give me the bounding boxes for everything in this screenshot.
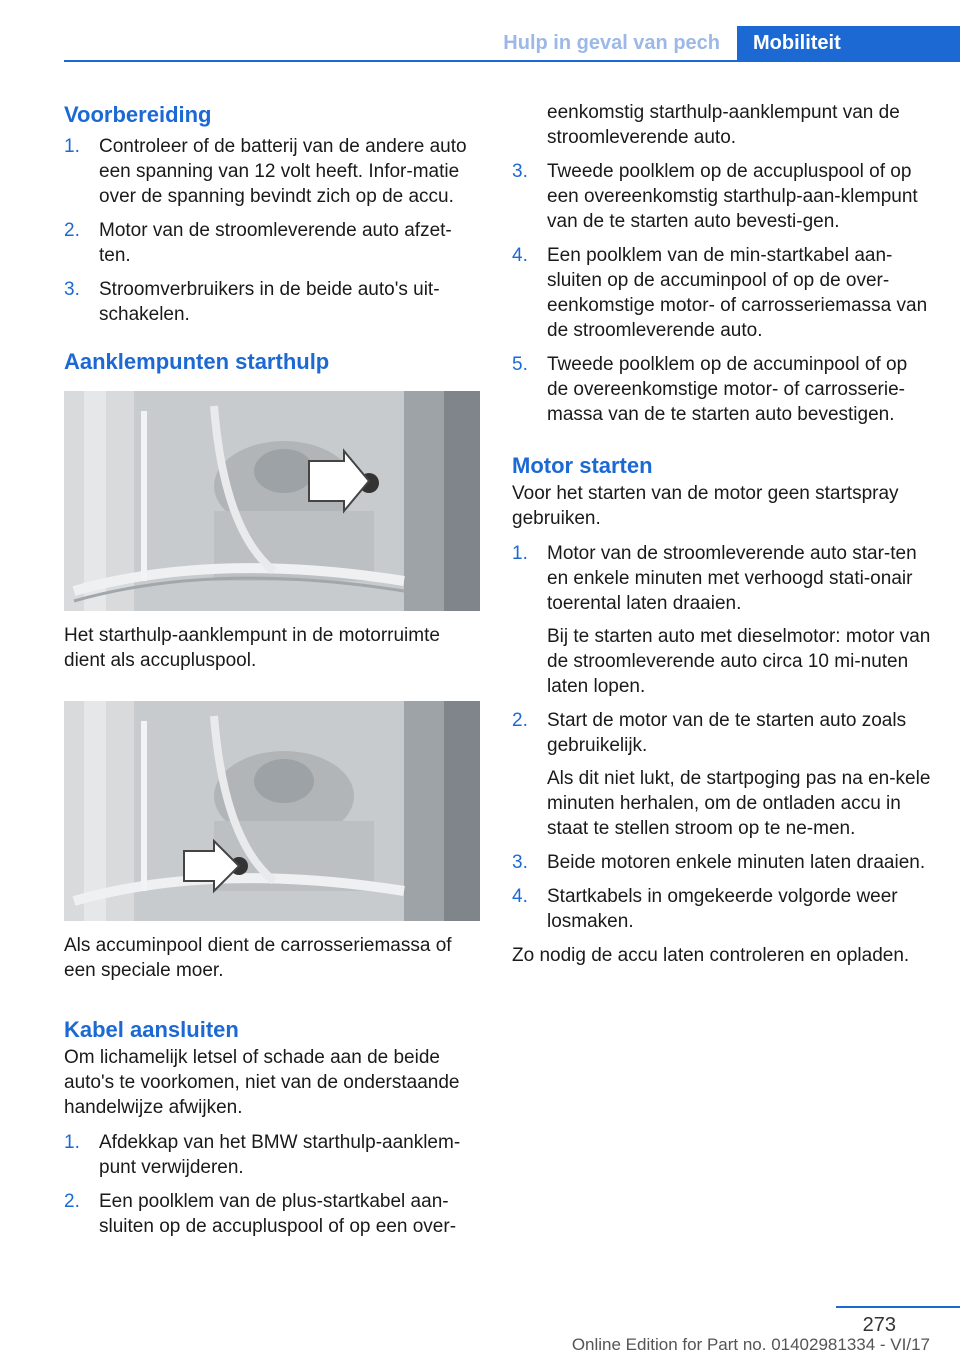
kabel-steps <box>64 1130 482 1239</box>
heading-aanklempunten: Aanklempunten starthulp <box>64 349 330 374</box>
list-item: 4. Startkabels in omgekeerde volgorde weer losmaken. <box>512 886 898 932</box>
list-item: 2. Motor van de stroomleverende auto afzet‐ten. <box>64 220 452 266</box>
list-item: 5. Tweede poolklem op de accuminpool of op de overeenkomstige motor- of carrosserie‐massa van de te starten auto bevestigen. <box>512 354 908 425</box>
footer-edition: Online Edition for Part no. 01402981334 - VI/17 <box>571 1335 930 1354</box>
list-item: 1. Afdekkap van het BMW starthulp-aanklem‐punt verwijderen. <box>64 1132 461 1178</box>
motor-steps <box>512 541 932 934</box>
heading-motor-starten: Motor starten <box>512 453 653 478</box>
figure-caption-1: Het starthulp-aanklempunt in de motorruimte dient als accupluspool. <box>64 625 440 671</box>
footer-rule <box>836 1306 960 1308</box>
heading-kabel-aansluiten: Kabel aansluiten <box>64 1017 239 1042</box>
list-item: 2. Start de motor van de te starten auto zoals gebruikelijk. Als dit niet lukt, de startpoging pas na en‐kele minuten herhalen, om de ontladen accu in staat te stellen stroom op te ne‐men. <box>512 710 931 839</box>
list-item: 3. Tweede poolklem op de accupluspool of op een overeenkomstig starthulp-aan‐klempunt van de te starten auto bevesti‐gen. <box>512 161 918 232</box>
figure-caption-2: Als accuminpool dient de carrosseriemassa of een speciale moer. <box>64 935 452 981</box>
left-column <box>64 100 482 1248</box>
kabel-intro: Om lichamelijk letsel of schade aan de beide auto's te voorkomen, niet van de onderstaande handelwijze afwijken. <box>64 1047 460 1118</box>
list-item: 4. Een poolklem van de min-startkabel aan‐sluiten op de accuminpool of op de over‐eenkomstige motor- of carrosseriemassa van de stroomleverende auto. <box>512 245 928 341</box>
right-column <box>512 100 932 968</box>
motor-intro: Voor het starten van de motor geen startspray gebruiken. <box>512 483 899 529</box>
list-item-note: Als dit niet lukt, de startpoging pas na en‐kele minuten herhalen, om de ontladen accu in staat te stellen stroom op te ne‐men. <box>547 768 931 839</box>
list-item: 2. Een poolklem van de plus-startkabel aan‐sluiten op de accupluspool of op een over‐ <box>64 1191 457 1237</box>
engine-bay-illustration <box>64 391 480 611</box>
header-section-tab: Hulp in geval van pech <box>503 32 720 54</box>
kabel-steps-continued <box>512 159 932 427</box>
continued-text: eenkomstig starthulp-aanklempunt van de stroomleverende auto. <box>547 102 900 148</box>
engine-figure-minus <box>64 701 480 921</box>
list-item-note: Bij te starten auto met dieselmotor: motor van de stroomleverende auto circa 10 mi‐nuten laten lopen. <box>547 626 931 697</box>
list-item: 1. Motor van de stroomleverende auto star‐ten en enkele minuten met verhoogd stati‐onair toerental laten draaien. Bij te starten auto met dieselmotor: motor van de stroomleverende auto circa 10 mi‐nuten laten lopen. <box>512 543 931 697</box>
list-item: 3. Stroomverbruikers in de beide auto's uit‐schakelen. <box>64 279 440 325</box>
page-number: 273 <box>862 1314 896 1336</box>
engine-bay-illustration <box>64 701 480 921</box>
motor-closing: Zo nodig de accu laten controleren en opladen. <box>512 945 910 966</box>
engine-figure-plus <box>64 391 480 611</box>
voorbereiding-steps <box>64 134 482 327</box>
heading-voorbereiding: Voorbereiding <box>64 102 212 127</box>
list-item: 1. Controleer of de batterij van de andere auto een spanning van 12 volt heeft. Infor‐matie over de spanning bevindt zich op de accu. <box>64 136 467 207</box>
list-item: 3. Beide motoren enkele minuten laten draaien. <box>512 852 926 873</box>
header-chapter-tab: Mobiliteit <box>737 26 960 62</box>
header-rule <box>64 60 960 62</box>
